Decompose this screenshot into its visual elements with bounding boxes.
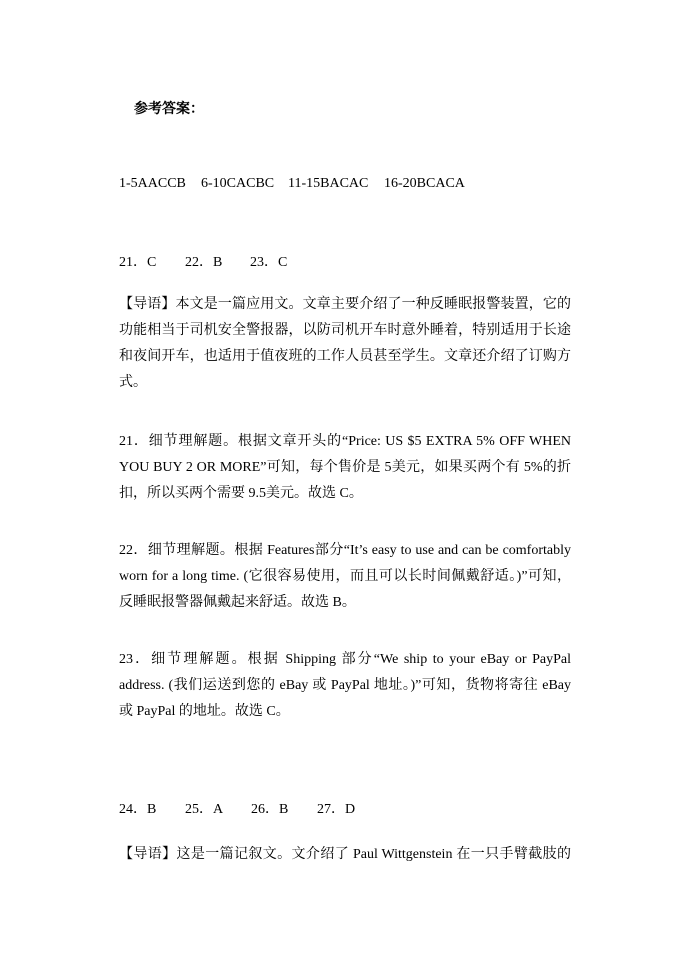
answer-group: 11-15BACAC [288,176,369,191]
guide-paragraph-2 [119,842,571,868]
paragraph-line: 和夜间开车，也适用于值夜班的工作人员甚至学生。文章还介绍了订购方 [119,348,571,364]
answer-item: 27．D [317,802,356,817]
paragraph-line: 【导语】这是一篇记叙文。文介绍了 Paul Wittgenstein 在一只手臂截肢的 [119,847,571,862]
explanation-22 [119,538,571,616]
answer-group: 1-5AACCB [119,176,186,191]
answer-item: 25．A [185,802,224,817]
answer-item: 23．C [250,255,288,270]
guide-paragraph-1 [119,291,571,395]
paragraph-line: 或 PayPal 的地址。故选 C。 [119,704,290,719]
answer-row-1 [119,175,571,193]
explanation-23 [119,647,571,725]
paragraph-line: 23．细节理解题。根据 Shipping 部分“We ship to your eBay or PayPal [119,652,571,667]
answer-item: 22．B [185,255,223,270]
answer-row-2 [119,254,571,272]
answer-item: 21．C [119,255,157,270]
paragraph-line: 22．细节理解题。根据 Features部分“It’s easy to use and can be comfortably [119,543,571,558]
paragraph-line: worn for a long time. (它很容易使用，而且可以长时间佩戴舒适。)”可知， [119,569,571,584]
answer-item: 24．B [119,802,157,817]
paragraph-line: 反睡眠报警器佩戴起来舒适。故选 B。 [119,595,356,610]
explanation-21 [119,429,571,507]
paragraph-line: 【导语】本文是一篇应用文。文章主要介绍了一种反睡眠报警装置，它的 [119,296,571,312]
paragraph-line: 21．细节理解题。根据文章开头的“Price: US $5 EXTRA 5% OFF WHEN [119,434,571,449]
answer-group: 16-20BCACA [384,176,465,191]
answer-item: 26．B [251,802,289,817]
paragraph-line: YOU BUY 2 OR MORE”可知，每个售价是 5美元，如果买两个有 5%的折 [119,460,571,475]
answer-row-3 [119,801,571,819]
answer-group: 6-10CACBC [201,176,275,191]
paragraph-line: 功能相当于司机安全警报器，以防司机开车时意外睡着，特别适用于长途 [119,322,571,338]
paragraph-line: 式。 [119,374,147,390]
paragraph-line: address. (我们运送到您的 eBay 或 PayPal 地址。)”可知，货物将寄往 eBay [119,678,571,693]
answer-heading: 参考答案： [134,101,204,117]
paragraph-line: 扣，所以买两个需要 9.5美元。故选 C。 [119,486,363,501]
